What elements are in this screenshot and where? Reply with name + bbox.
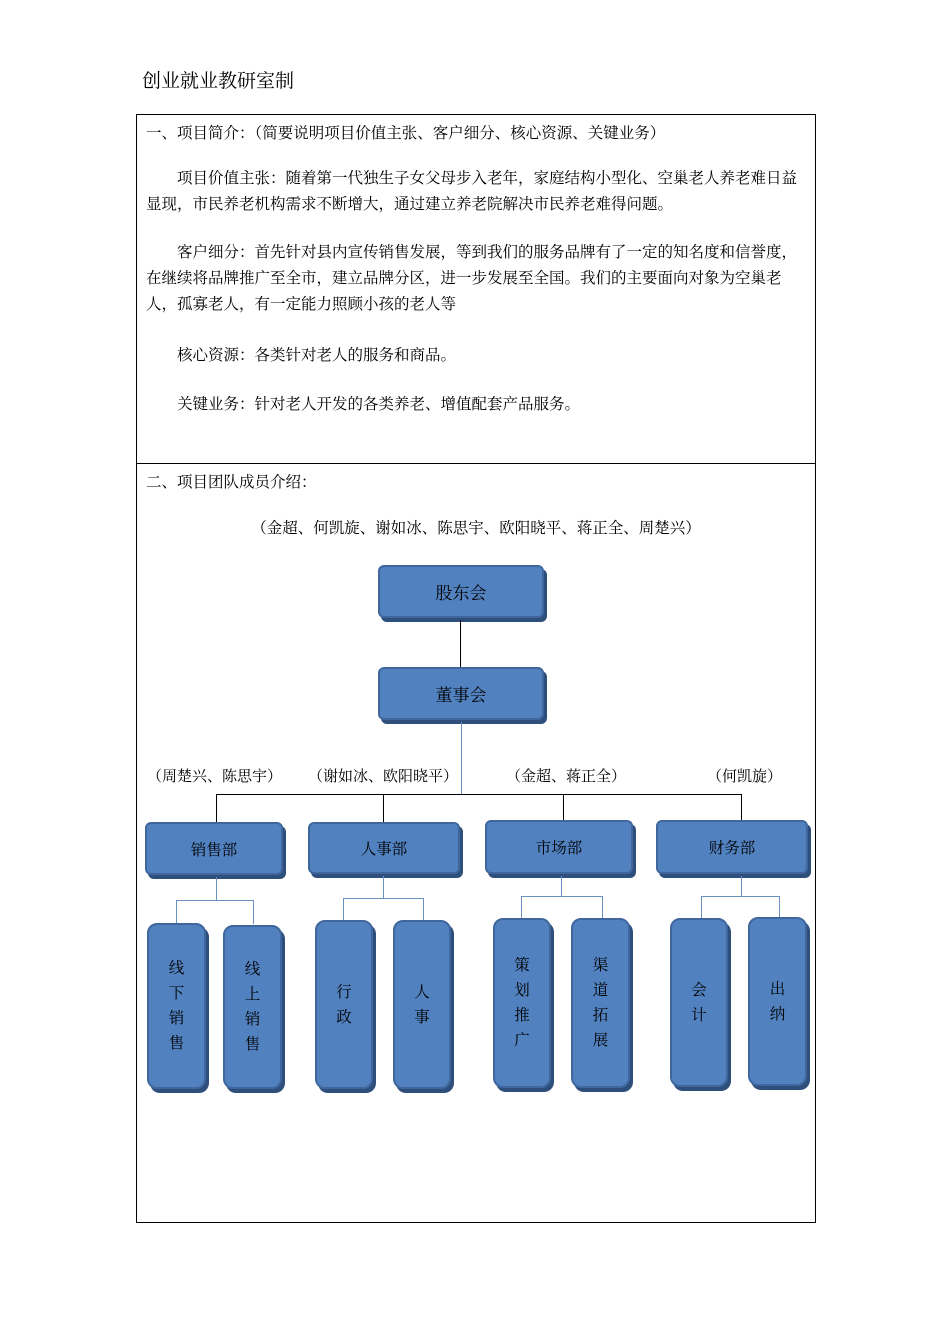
char: 渠 <box>592 956 609 974</box>
connector-line <box>176 900 253 901</box>
char: 展 <box>592 1031 609 1049</box>
org-shareholders-label: 股东会 <box>435 584 487 604</box>
sub-cashier-box <box>748 917 807 1086</box>
core-resources: 核心资源：各类针对老人的服务和商品。 <box>177 346 457 364</box>
connector-line <box>253 900 254 924</box>
char: 政 <box>336 1007 352 1026</box>
section2-title: 二、项目团队成员介绍： <box>146 473 317 491</box>
dept-members-finance: （何凯旋） <box>707 767 783 785</box>
connector-line <box>216 877 217 900</box>
char: 事 <box>414 1007 430 1026</box>
connector-line <box>461 722 462 794</box>
org-board-label: 董事会 <box>435 686 487 706</box>
department-bus-line <box>216 794 742 795</box>
connector-line <box>383 794 384 822</box>
char: 售 <box>244 1035 261 1053</box>
char: 销 <box>168 1009 185 1027</box>
sub-accounting-box <box>670 918 728 1087</box>
connector-line <box>561 876 562 896</box>
char: 会 <box>691 980 707 999</box>
char: 策 <box>514 956 530 974</box>
header-title: 创业就业教研室制 <box>142 70 295 92</box>
dept-members-sales: （周楚兴、陈思宇） <box>147 767 283 785</box>
section1-title: 一、项目简介：（简要说明项目价值主张、客户细分、核心资源、关键业务） <box>146 124 666 142</box>
connector-line <box>779 896 780 918</box>
team-members: （金超、何凯旋、谢如冰、陈思宇、欧阳晓平、蒋正全、周楚兴） <box>251 519 701 537</box>
connector-line <box>343 898 344 920</box>
connector-line <box>216 794 217 822</box>
org-board-box <box>378 667 544 720</box>
connector-line <box>383 876 384 898</box>
char: 上 <box>244 985 261 1003</box>
char: 纳 <box>769 1004 786 1023</box>
char: 销 <box>244 1010 261 1028</box>
char: 线 <box>244 960 261 978</box>
section-project-intro <box>136 114 816 464</box>
org-shareholders-box <box>378 565 544 618</box>
connector-line <box>741 876 742 896</box>
dept-sales-box <box>145 822 283 875</box>
dept-members-marketing: （金超、蒋正全） <box>506 767 627 785</box>
sub-online-sales-box <box>223 925 282 1089</box>
char: 出 <box>769 979 786 998</box>
connector-line <box>563 794 564 820</box>
connector-line <box>423 898 424 920</box>
sub-admin-box <box>315 920 373 1089</box>
value-proposition: 项目价值主张：随着第一代独生子女父母步入老年，家庭结构小型化、空巢老人养老难日益显现，市民养老机构需求不断增大，通过建立养老院解决市民养老难得问题。 <box>146 169 798 213</box>
dept-marketing-box <box>485 820 633 874</box>
connector-line <box>460 620 461 668</box>
char: 售 <box>168 1034 185 1052</box>
char: 人 <box>414 982 430 1001</box>
dept-hr-box <box>308 822 460 874</box>
connector-line <box>701 896 779 897</box>
connector-line <box>521 896 522 918</box>
char: 拓 <box>592 1006 609 1024</box>
dept-finance-box <box>656 820 808 874</box>
char: 计 <box>691 1005 707 1024</box>
key-business: 关键业务：针对老人开发的各类养老、增值配套产品服务。 <box>177 395 581 413</box>
customer-segments: 客户细分：首先针对县内宣传销售发展，等到我们的服务品牌有了一定的知名度和信誉度，在继续将品牌推广至全市，建立品牌分区，进一步发展至全国。我们的主要面向对象为空巢老人，孤寡老人，有一定能力照顾小孩的老人等 <box>146 243 798 313</box>
sub-offline-sales-box <box>147 923 206 1089</box>
dept-members-hr: （谢如冰、欧阳晓平） <box>308 767 459 785</box>
connector-line <box>701 896 702 918</box>
dept-hr-label: 人事部 <box>360 840 408 858</box>
char: 道 <box>592 981 609 999</box>
connector-line <box>176 900 177 924</box>
connector-line <box>521 896 602 897</box>
char: 广 <box>514 1031 530 1049</box>
connector-line <box>343 898 423 899</box>
char: 划 <box>514 981 530 999</box>
connector-line <box>741 794 742 820</box>
sub-planning-box <box>493 918 551 1088</box>
dept-sales-label: 销售部 <box>190 840 238 859</box>
dept-finance-label: 财务部 <box>708 839 756 857</box>
sub-personnel-box <box>393 920 451 1089</box>
char: 线 <box>168 959 185 977</box>
char: 推 <box>514 1006 530 1024</box>
dept-marketing-label: 市场部 <box>535 839 583 857</box>
sub-channel-box <box>571 918 630 1088</box>
char: 行 <box>336 982 352 1001</box>
char: 下 <box>168 984 185 1002</box>
connector-line <box>602 896 603 918</box>
